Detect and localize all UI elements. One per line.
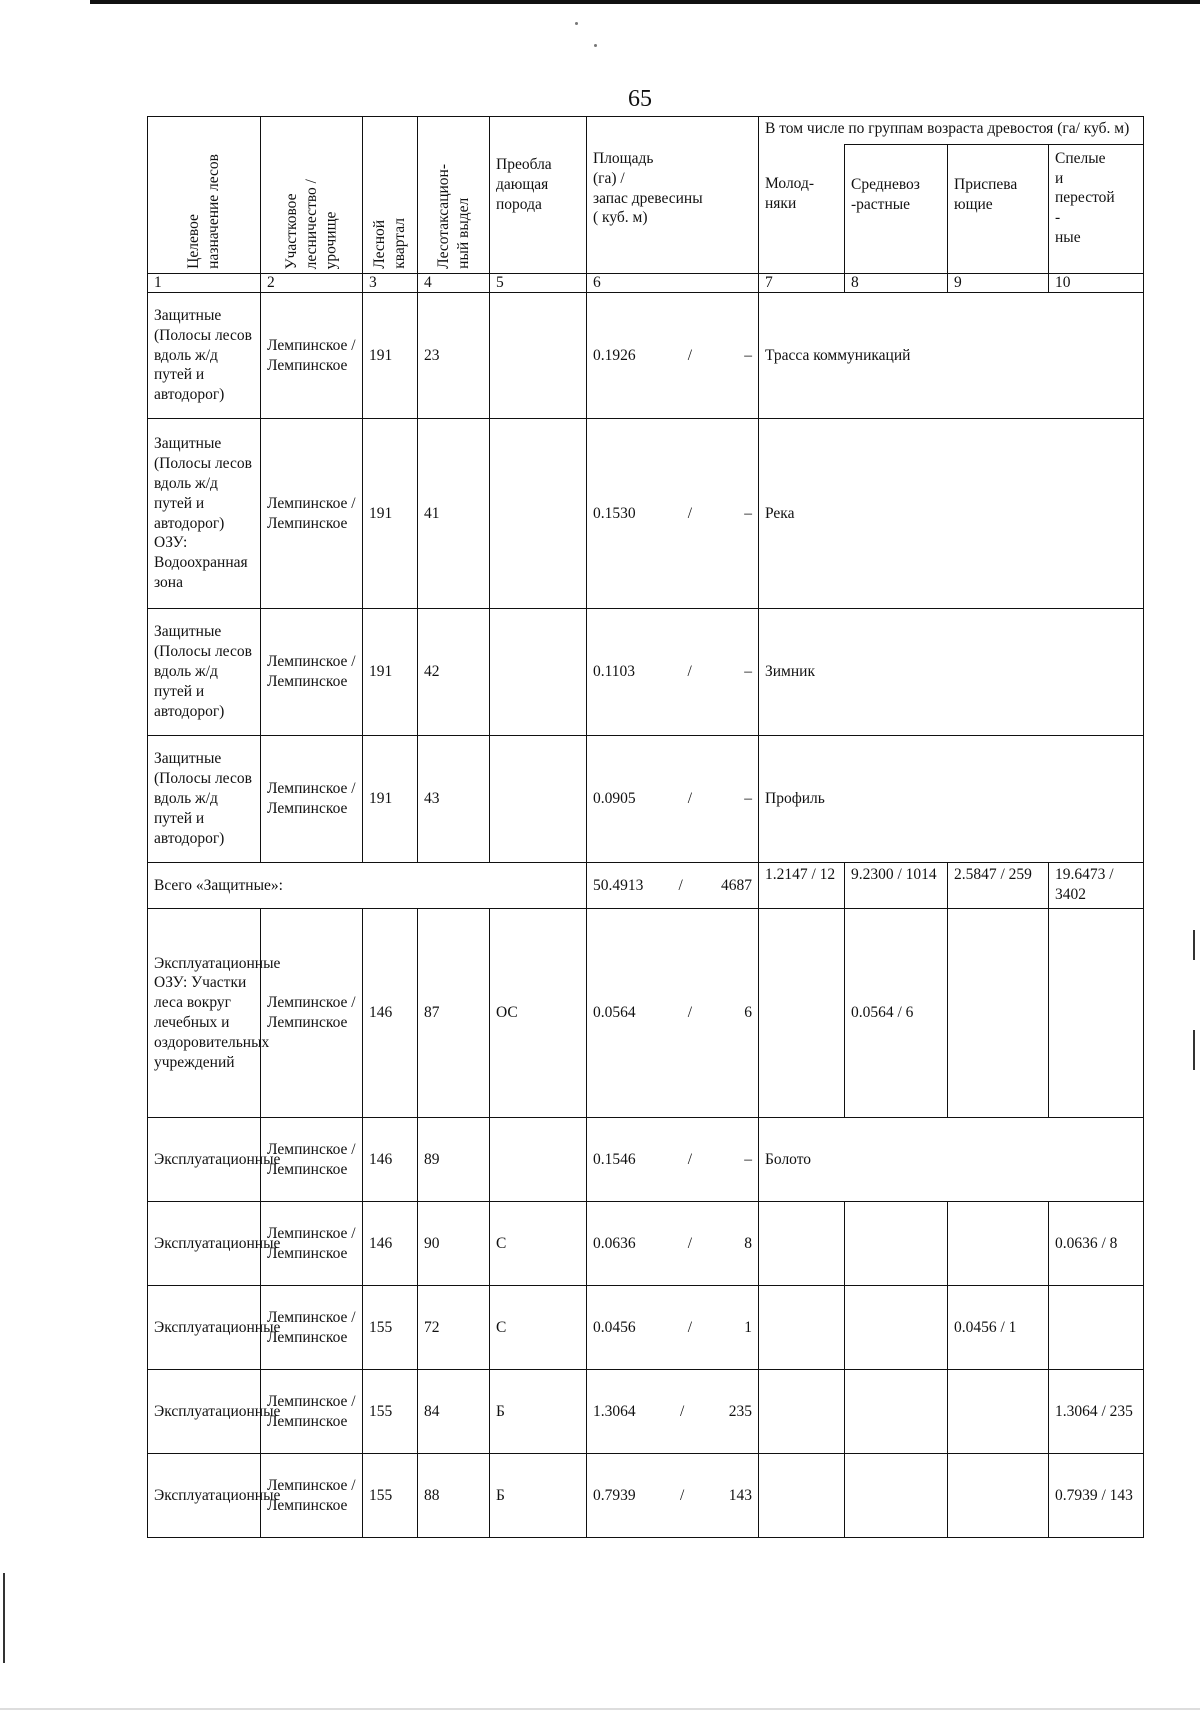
young-cell	[759, 1454, 845, 1538]
quarter-cell: 155	[363, 1454, 418, 1538]
forestry-cell: Лемпинское / Лемпинское	[261, 1454, 363, 1538]
area-cell: 0.1546 / –	[587, 1118, 759, 1202]
area-cell: 0.0905 / –	[587, 736, 759, 863]
quarter-cell: 155	[363, 1286, 418, 1370]
purpose-cell: Защитные (Полосы лесов вдоль ж/д путей и автодорог)	[148, 736, 261, 863]
note-cell: Река	[759, 419, 1144, 609]
table-row	[148, 609, 1144, 736]
table-row	[148, 419, 1144, 609]
vydel-cell: 84	[418, 1370, 490, 1454]
scan-speck	[594, 44, 597, 47]
middle-cell	[845, 1454, 948, 1538]
vydel-cell: 72	[418, 1286, 490, 1370]
mature-cell	[1049, 1286, 1144, 1370]
vydel-cell: 87	[418, 909, 490, 1118]
species-cell: С	[490, 1286, 587, 1370]
header-mature: Спелые и перестой - ные	[1049, 144, 1144, 273]
area-cell: 0.0636 / 8	[587, 1202, 759, 1286]
column-number-row	[148, 274, 1144, 293]
top-rule	[90, 0, 1200, 4]
quarter-cell: 146	[363, 909, 418, 1118]
total-row	[148, 863, 1144, 909]
total-premature: 2.5847 / 259	[948, 863, 1049, 909]
header-middle: Средневоз -растные	[845, 144, 948, 273]
vydel-cell: 43	[418, 736, 490, 863]
col-number: 9	[948, 274, 1049, 293]
col-number: 6	[587, 274, 759, 293]
header-purpose: Целевое назначение лесов	[148, 117, 261, 274]
note-cell: Трасса коммуникаций	[759, 293, 1144, 419]
premature-cell	[948, 1202, 1049, 1286]
area-cell: 0.0456 / 1	[587, 1286, 759, 1370]
quarter-cell: 191	[363, 419, 418, 609]
premature-cell	[948, 909, 1049, 1118]
header-species: Преобла дающая порода	[490, 117, 587, 274]
forestry-cell: Лемпинское / Лемпинское	[261, 1286, 363, 1370]
premature-cell	[948, 1454, 1049, 1538]
premature-cell: 0.0456 / 1	[948, 1286, 1049, 1370]
purpose-cell: Эксплуатационные	[148, 1370, 261, 1454]
purpose-cell: Эксплуатационные	[148, 1286, 261, 1370]
page-number: 65	[628, 86, 652, 112]
purpose-cell: Эксплуатационные	[148, 1454, 261, 1538]
header-forestry: Участковое лесничество / урочище	[261, 117, 363, 274]
col-number: 5	[490, 274, 587, 293]
table-row	[148, 1202, 1144, 1286]
note-cell: Профиль	[759, 736, 1144, 863]
bottom-rule	[0, 1708, 1200, 1710]
mature-cell: 1.3064 / 235	[1049, 1370, 1144, 1454]
area-cell: 0.1103 / –	[587, 609, 759, 736]
purpose-cell: Эксплуатационные	[148, 1118, 261, 1202]
col-number: 2	[261, 274, 363, 293]
young-cell	[759, 1202, 845, 1286]
middle-cell	[845, 1202, 948, 1286]
col-number: 8	[845, 274, 948, 293]
quarter-cell: 191	[363, 736, 418, 863]
middle-cell: 0.0564 / 6	[845, 909, 948, 1118]
scan-speck	[575, 22, 578, 25]
table-row	[148, 1454, 1144, 1538]
total-young: 1.2147 / 12	[759, 863, 845, 909]
forest-table	[147, 116, 1144, 1538]
forestry-cell: Лемпинское / Лемпинское	[261, 1118, 363, 1202]
total-area-cell: 50.4913 / 4687	[587, 863, 759, 909]
area-cell: 0.7939 / 143	[587, 1454, 759, 1538]
purpose-cell: Эксплуатационные	[148, 1202, 261, 1286]
col-number: 4	[418, 274, 490, 293]
purpose-cell: Защитные (Полосы лесов вдоль ж/д путей и автодорог) ОЗУ: Водоохранная зона	[148, 419, 261, 609]
vydel-cell: 41	[418, 419, 490, 609]
margin-mark	[3, 1573, 5, 1663]
area-cell: 0.1926 / –	[587, 293, 759, 419]
purpose-cell: Защитные (Полосы лесов вдоль ж/д путей и автодорог)	[148, 293, 261, 419]
middle-cell	[845, 1286, 948, 1370]
species-cell: Б	[490, 1370, 587, 1454]
vydel-cell: 89	[418, 1118, 490, 1202]
purpose-cell: Защитные (Полосы лесов вдоль ж/д путей и автодорог)	[148, 609, 261, 736]
forestry-cell: Лемпинское / Лемпинское	[261, 736, 363, 863]
species-cell	[490, 736, 587, 863]
total-mature: 19.6473 / 3402	[1049, 863, 1144, 909]
area-cell: 0.1530 / –	[587, 419, 759, 609]
vydel-cell: 42	[418, 609, 490, 736]
table-row	[148, 736, 1144, 863]
col-number: 7	[759, 274, 845, 293]
mature-cell: 0.0636 / 8	[1049, 1202, 1144, 1286]
premature-cell	[948, 1370, 1049, 1454]
total-middle: 9.2300 / 1014	[845, 863, 948, 909]
header-premature: Приспева ющие	[948, 144, 1049, 273]
margin-mark	[1193, 1030, 1195, 1070]
forestry-cell: Лемпинское / Лемпинское	[261, 293, 363, 419]
note-cell: Зимник	[759, 609, 1144, 736]
forestry-cell: Лемпинское / Лемпинское	[261, 609, 363, 736]
quarter-cell: 191	[363, 609, 418, 736]
header-quarter: Лесной квартал	[363, 117, 418, 274]
margin-mark	[1193, 930, 1195, 960]
vydel-cell: 90	[418, 1202, 490, 1286]
table-row	[148, 909, 1144, 1118]
forestry-cell: Лемпинское / Лемпинское	[261, 909, 363, 1118]
col-number: 10	[1049, 274, 1144, 293]
forestry-cell: Лемпинское / Лемпинское	[261, 419, 363, 609]
forestry-cell: Лемпинское / Лемпинское	[261, 1370, 363, 1454]
area-cell: 0.0564 / 6	[587, 909, 759, 1118]
species-cell: Б	[490, 1454, 587, 1538]
young-cell	[759, 1286, 845, 1370]
vydel-cell: 88	[418, 1454, 490, 1538]
young-cell	[759, 1370, 845, 1454]
header-young: Молод- няки	[759, 144, 845, 273]
species-cell	[490, 1118, 587, 1202]
species-cell: С	[490, 1202, 587, 1286]
species-cell: ОС	[490, 909, 587, 1118]
species-cell	[490, 609, 587, 736]
forestry-cell: Лемпинское / Лемпинское	[261, 1202, 363, 1286]
mature-cell: 0.7939 / 143	[1049, 1454, 1144, 1538]
table-row	[148, 1370, 1144, 1454]
col-number: 1	[148, 274, 261, 293]
quarter-cell: 146	[363, 1202, 418, 1286]
table-row	[148, 1118, 1144, 1202]
total-label: Всего «Защитные»:	[148, 863, 587, 909]
mature-cell	[1049, 909, 1144, 1118]
middle-cell	[845, 1370, 948, 1454]
header-area: Площадь (га) / запас древесины ( куб. м)	[587, 117, 759, 274]
table-row	[148, 293, 1144, 419]
col-number: 3	[363, 274, 418, 293]
species-cell	[490, 293, 587, 419]
table-row	[148, 1286, 1144, 1370]
header-row	[148, 117, 1144, 145]
purpose-cell: Эксплуатационные ОЗУ: Участки леса вокруг лечебных и оздоровительных учреждений	[148, 909, 261, 1118]
header-vydel: Лесотаксацион- ный выдел	[418, 117, 490, 274]
quarter-cell: 155	[363, 1370, 418, 1454]
header-age-groups: В том числе по группам возраста древостоя (га/ куб. м)	[759, 117, 1144, 145]
quarter-cell: 191	[363, 293, 418, 419]
species-cell	[490, 419, 587, 609]
vydel-cell: 23	[418, 293, 490, 419]
young-cell	[759, 909, 845, 1118]
quarter-cell: 146	[363, 1118, 418, 1202]
area-cell: 1.3064 / 235	[587, 1370, 759, 1454]
note-cell: Болото	[759, 1118, 1144, 1202]
